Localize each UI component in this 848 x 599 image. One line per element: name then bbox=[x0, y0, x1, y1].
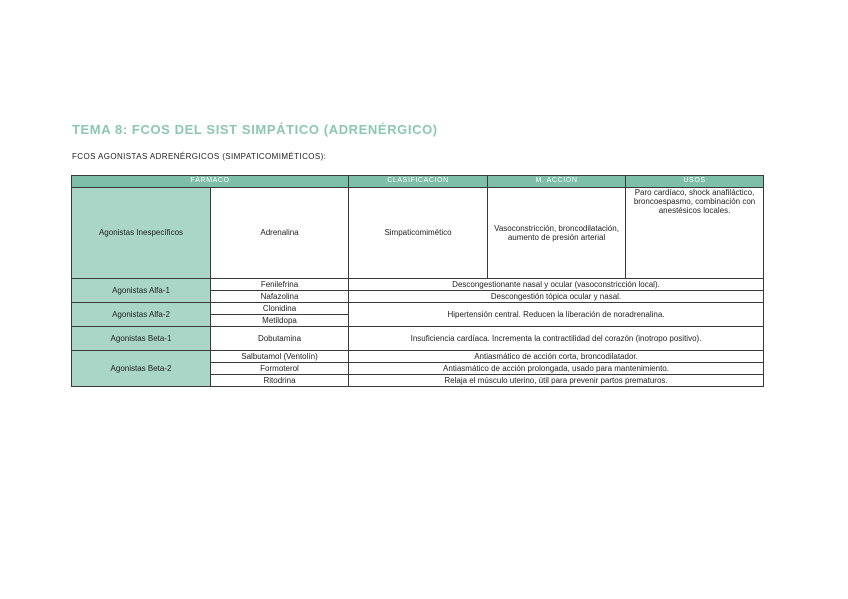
header-accion: M. ACCIÓN bbox=[488, 176, 626, 188]
desc-salbutamol: Antiasmático de acción corta, broncodilatador. bbox=[349, 351, 764, 363]
table-row bbox=[72, 351, 764, 363]
drug-clonidina: Clonidina bbox=[211, 303, 349, 315]
group-beta2: Agonistas Beta-2 bbox=[72, 351, 211, 387]
drug-nafazolina: Nafazolina bbox=[211, 291, 349, 303]
section-subtitle: FCOS AGONISTAS ADRENÉRGICOS (SIMPATICOMIMÉTICOS): bbox=[72, 152, 327, 161]
desc-fenilefrina: Descongestionante nasal y ocular (vasoconstricción local). bbox=[349, 279, 764, 291]
header-usos: USOS bbox=[626, 176, 764, 188]
drug-metildopa: Metildopa bbox=[211, 315, 349, 327]
drug-table bbox=[71, 175, 764, 387]
group-alfa2: Agonistas Alfa-2 bbox=[72, 303, 211, 327]
header-farmaco: FÁRMACO bbox=[72, 176, 349, 188]
usos-adrenalina: Paro cardíaco, shock anafiláctico, broncoespasmo, combinación con anestésicos locales. bbox=[626, 188, 764, 279]
table-row bbox=[72, 279, 764, 291]
desc-alfa2: Hipertensión central. Reducen la liberación de noradrenalina. bbox=[349, 303, 764, 327]
accion-adrenalina: Vasoconstricción, broncodilatación, aumento de presión arterial bbox=[488, 188, 626, 279]
drug-fenilefrina: Fenilefrina bbox=[211, 279, 349, 291]
group-inespecificos: Agonistas Inespecíficos bbox=[72, 188, 211, 279]
clasificacion-adrenalina: Simpaticomimético bbox=[349, 188, 488, 279]
desc-dobutamina: Insuficiencia cardíaca. Incrementa la contractilidad del corazón (inotropo positivo). bbox=[349, 327, 764, 351]
page-title: TEMA 8: FCOS DEL SIST SIMPÁTICO (ADRENÉRGICO) bbox=[72, 122, 438, 137]
group-beta1: Agonistas Beta-1 bbox=[72, 327, 211, 351]
drug-dobutamina: Dobutamina bbox=[211, 327, 349, 351]
group-alfa1: Agonistas Alfa-1 bbox=[72, 279, 211, 303]
drug-ritodrina: Ritodrina bbox=[211, 375, 349, 387]
desc-formoterol: Antiasmático de acción prolongada, usado para mantenimiento. bbox=[349, 363, 764, 375]
table-header-row bbox=[72, 176, 764, 188]
desc-nafazolina: Descongestión tópica ocular y nasal. bbox=[349, 291, 764, 303]
drug-formoterol: Formoterol bbox=[211, 363, 349, 375]
table-row bbox=[72, 327, 764, 351]
drug-salbutamol: Salbutamol (Ventolín) bbox=[211, 351, 349, 363]
header-clasificacion: CLASIFICACIÓN bbox=[349, 176, 488, 188]
drug-adrenalina: Adrenalina bbox=[211, 188, 349, 279]
desc-ritodrina: Relaja el músculo uterino, útil para prevenir partos prematuros. bbox=[349, 375, 764, 387]
table-row bbox=[72, 188, 764, 279]
table-row bbox=[72, 303, 764, 315]
